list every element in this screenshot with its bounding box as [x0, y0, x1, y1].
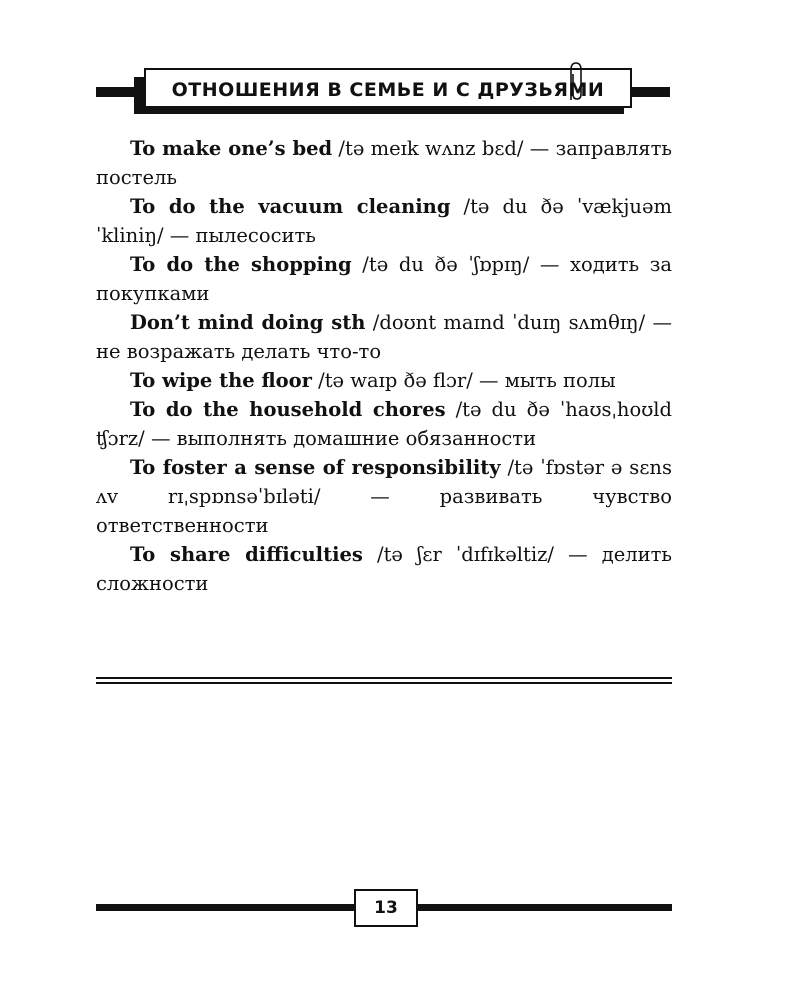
- entry-dash: —: [568, 543, 588, 566]
- entry-dash: —: [529, 137, 550, 160]
- entry-translation: делить сложности: [96, 543, 673, 595]
- entry-transcription: /tə du ðə ˈʃɒpɪŋ/: [362, 253, 530, 276]
- vocabulary-entry: [96, 540, 672, 598]
- entry-term: To do the household chores: [130, 398, 446, 421]
- entry-term: To share difficulties: [130, 543, 363, 566]
- entry-dash: —: [479, 369, 499, 392]
- entry-translation: заправлять постель: [96, 137, 673, 189]
- entry-term: To wipe the floor: [130, 369, 312, 392]
- entry-transcription: /doʊnt maɪnd ˈduɪŋ sʌmθɪŋ/: [372, 311, 646, 334]
- entry-translation: не возражать делать что-то: [96, 340, 382, 363]
- section-divider-top: [96, 677, 672, 679]
- entry-term: Don’t mind doing sth: [130, 311, 366, 334]
- entry-transcription: /tə du ðə ˈhaʊsˌhoʊld ʧɔrz/: [96, 398, 673, 450]
- vocabulary-entry: [96, 308, 672, 366]
- entry-dash: —: [150, 427, 171, 450]
- entry-translation: пылесосить: [195, 224, 316, 247]
- vocabulary-entry: [96, 134, 672, 192]
- vocabulary-entry: [96, 395, 672, 453]
- entry-term: To do the shopping: [130, 253, 352, 276]
- chapter-title: ОТНОШЕНИЯ В СЕМЬЕ И С ДРУЗЬЯМИ: [171, 79, 605, 101]
- paperclip-icon: [565, 60, 585, 104]
- entry-transcription: /tə meɪk wʌnz bɛd/: [338, 137, 524, 160]
- entry-term: To foster a sense of responsibility: [130, 456, 501, 479]
- page-number: 13: [354, 889, 418, 927]
- chapter-header: [144, 68, 632, 108]
- entry-translation: мыть полы: [504, 369, 616, 392]
- entry-translation: развивать чувство ответственности: [96, 485, 673, 537]
- entry-dash: —: [169, 224, 190, 247]
- vocabulary-entry: [96, 192, 672, 250]
- vocabulary-entry: [96, 366, 672, 395]
- entry-transcription: /tə du ðə ˈvækjuəm ˈkliniŋ/: [96, 195, 673, 247]
- section-divider-bottom: [96, 682, 672, 684]
- entry-transcription: /tə waɪp ðə flɔr/: [318, 369, 473, 392]
- entry-term: To do the vacuum cleaning: [130, 195, 451, 218]
- entry-dash: —: [539, 253, 560, 276]
- entry-translation: выполнять домашние обязанности: [176, 427, 537, 450]
- vocabulary-entry: [96, 250, 672, 308]
- entry-transcription: /tə ˈfɒstər ə sɛns ʌv rɪˌspɒnsəˈbɪləti/: [96, 456, 672, 508]
- entry-dash: —: [370, 485, 390, 508]
- entry-dash: —: [652, 311, 673, 334]
- vocabulary-entry: [96, 453, 672, 540]
- entry-term: To make one’s bed: [130, 137, 333, 160]
- vocabulary-list: [96, 134, 672, 598]
- entry-transcription: /tə ʃɛr ˈdɪfɪkəltiz/: [377, 543, 554, 566]
- entry-translation: ходить за покупками: [96, 253, 672, 305]
